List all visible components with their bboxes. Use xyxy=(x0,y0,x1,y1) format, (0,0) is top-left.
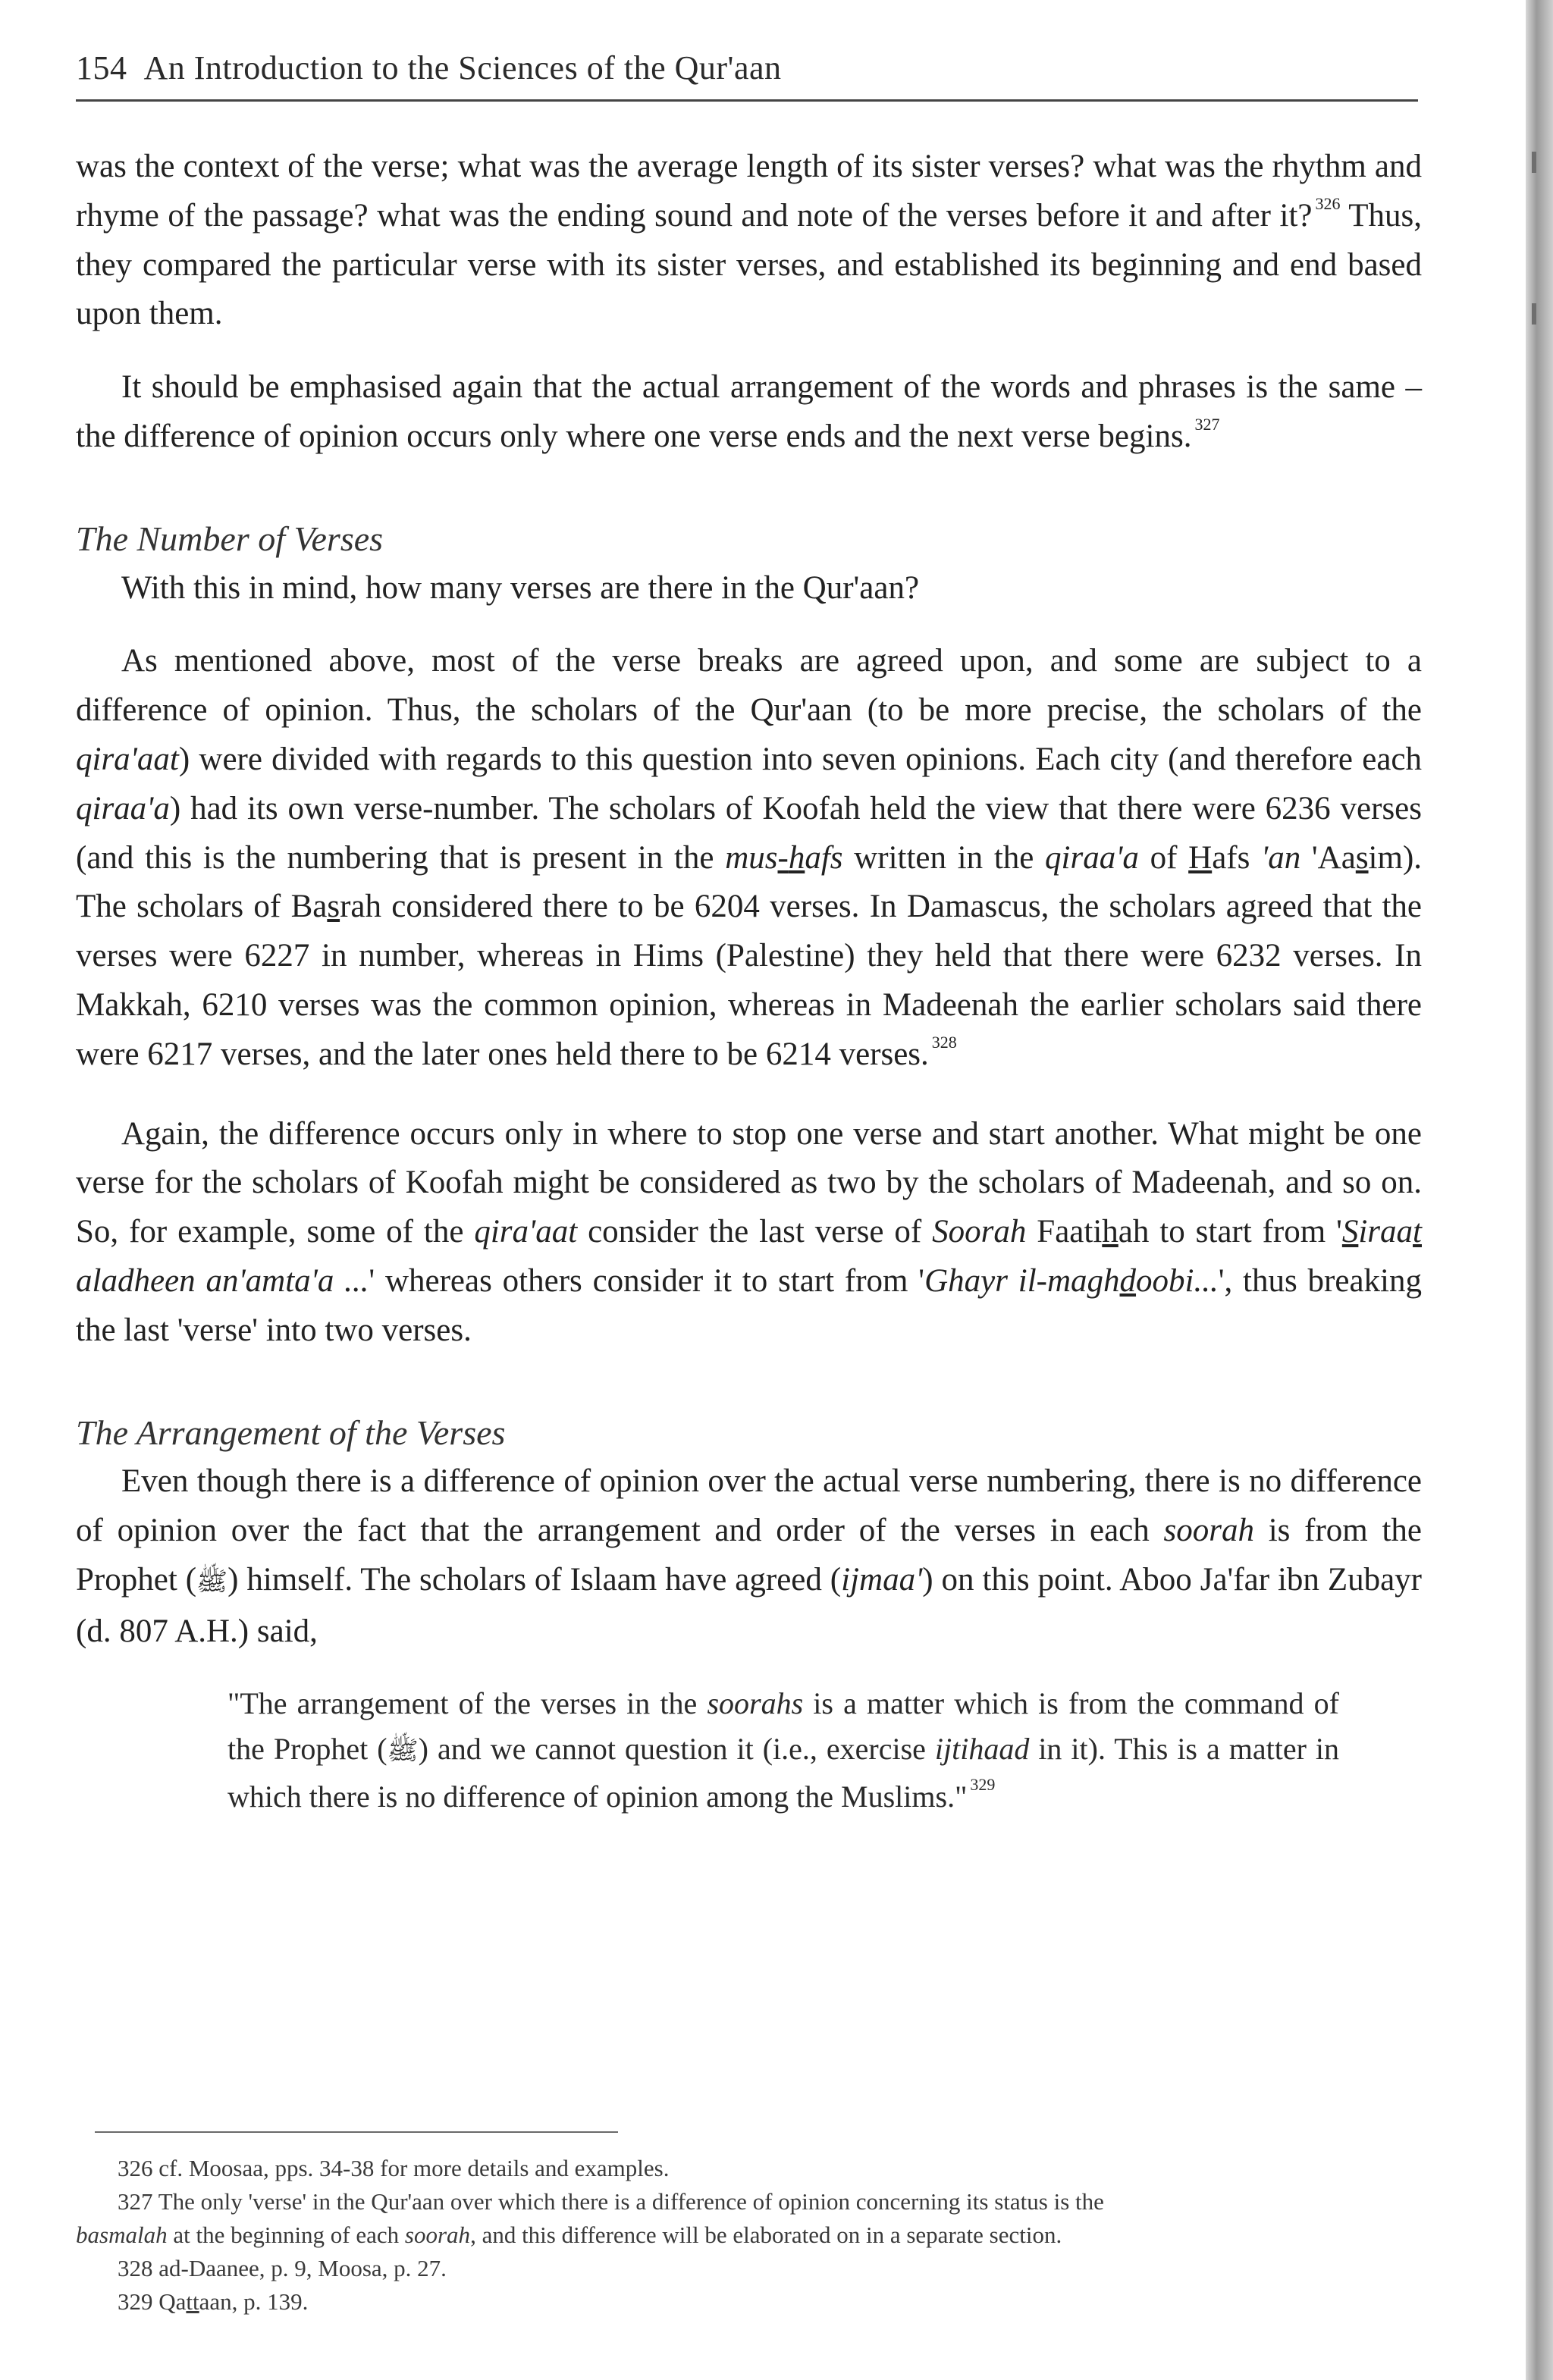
footnote-327 xyxy=(76,2185,1426,2219)
text-run: rah considered there to be 6204 verses. In Damascus, the scholars agreed that the verses were 6227 in number, whereas in Hims (Palestine) they held that there were 6232 verses. In Makkah, 6210 verses was the common opinion, whereas in Madeenah the earlier scholars said there were 6217 verses, and the later ones held there to be 6214 verses. xyxy=(76,889,1423,1072)
page-edge-shadow xyxy=(1526,0,1553,2380)
italic-term: basmalah xyxy=(76,2222,168,2248)
salutation-glyph: ﷺ xyxy=(387,1736,419,1765)
text-run: ', thus breaking the last 'verse' into two verses. xyxy=(76,1262,1422,1348)
footnote-ref: 328 xyxy=(931,1032,957,1052)
footnote-ref: 327 xyxy=(1194,414,1220,434)
text-run: at the beginning of each xyxy=(167,2222,405,2248)
text-run: 329 Qa xyxy=(118,2288,187,2315)
text-run: of xyxy=(1138,839,1189,876)
text-run: "The arrangement of the verses in the xyxy=(227,1685,707,1720)
running-head xyxy=(76,49,782,87)
text-run: As mentioned above, most of the verse breaks are agreed upon, and some are subject to a difference of opinion. Thus, the scholars of the Qur'aan (to be more precise, the scholars of the xyxy=(76,643,1422,729)
underlined-letter: s xyxy=(1355,839,1369,876)
italic-term: ijtihaad xyxy=(934,1731,1030,1766)
text-run: ) had its own verse-number. The scholars of Koofah held the view that there were 6236 verses (and this is the numbering that is present in the xyxy=(76,790,1422,876)
salutation-glyph: ﷺ xyxy=(196,1567,228,1596)
paragraph xyxy=(76,637,1422,1079)
section-heading: The Number of Verses xyxy=(76,519,384,558)
page-edge-mark xyxy=(1532,303,1536,325)
italic-term: Ghayr il-maghdoobi... xyxy=(924,1262,1219,1299)
italic-term: soorah xyxy=(404,2222,471,2248)
footnote-326: 326 cf. Moosaa, pps. 34-38 for more details and examples. xyxy=(118,2155,670,2181)
footnote-329 xyxy=(76,2285,1426,2319)
paragraph xyxy=(76,1457,1422,1656)
italic-term: qiraa'a xyxy=(1045,839,1139,876)
italic-term: ijmaa' xyxy=(841,1561,923,1598)
header-rule xyxy=(76,99,1418,102)
footnote-rule xyxy=(95,2131,618,2133)
italic-term: 'an xyxy=(1261,839,1301,876)
text-run: Even though there is a difference of opinion over the actual verse numbering, there is no difference of opinion over the fact that the arrangement and order of the verses in each xyxy=(76,1463,1422,1549)
text-run: was the context of the verse; what was the average length of its sister verses? what was the rhythm and rhyme of the passage? what was the ending sound and note of the verses before it and after it? xyxy=(76,149,1422,234)
footnote-328: 328 ad-Daanee, p. 9, Moosa, p. 27. xyxy=(118,2255,447,2281)
italic-term: Siraat aladheen an'amta'a ... xyxy=(76,1214,1422,1299)
book-title: An Introduction to the Sciences of the Qur'aan xyxy=(143,49,782,86)
italic-term: soorah xyxy=(1163,1513,1254,1549)
text-run: is a matter which is from the command of the Prophet ( xyxy=(227,1685,1340,1766)
page-edge-mark xyxy=(1532,152,1536,173)
text-run: im). The scholars of Ba xyxy=(76,839,1423,925)
text-run: ) were divided with regards to this question into seven opinions. Each city (and therefore each xyxy=(178,741,1422,777)
underlined-letter: H xyxy=(1188,839,1213,876)
underlined-letter: s xyxy=(327,889,340,925)
text-run: ' whereas others consider it to start from ' xyxy=(369,1262,925,1299)
italic-term: Soorah xyxy=(932,1214,1027,1250)
footnotes xyxy=(76,2152,1426,2319)
italic-term: qiraa'a xyxy=(76,790,170,826)
underlined-letter: tt xyxy=(186,2288,199,2315)
text-run: written in the xyxy=(842,839,1046,876)
italic-term: soorahs xyxy=(707,1685,804,1720)
text-run: Thus, they compared the particular verse with its sister verses, and established its beginning and end based upon them. xyxy=(76,197,1422,332)
underlined-letter: h xyxy=(1102,1214,1118,1250)
text-run: in it). This is a matter in which there is no difference of opinion among the Muslims." xyxy=(227,1731,1339,1814)
text-run: ) himself. The scholars of Islaam have agreed ( xyxy=(227,1561,842,1598)
text-run: , and this difference will be elaborated on in a separate section. xyxy=(470,2222,1062,2248)
footnote-ref: 329 xyxy=(970,1774,996,1794)
footnote-ref: 326 xyxy=(1315,193,1341,213)
paragraph xyxy=(76,363,1422,462)
text-run: 'Aa xyxy=(1300,839,1356,876)
text-run: Again, the difference occurs only in where to stop one verse and start another. What might be one verse for the scholars of Koofah might be considered as two by the scholars of Madeenah, and so on. So, for example, some of the xyxy=(76,1115,1422,1250)
italic-term: qira'aat xyxy=(76,741,179,777)
text-run: ah to start from ' xyxy=(1118,1214,1342,1250)
main-text xyxy=(76,143,1422,1820)
text-run: afs xyxy=(1212,839,1262,876)
footnote-327-continued xyxy=(76,2219,1426,2252)
italic-term: qira'aat xyxy=(474,1214,578,1250)
text-run: is from the Prophet ( xyxy=(76,1513,1422,1598)
text-run: ) on this point. Aboo Ja'far ibn Zubayr (d. 807 A.H.) said, xyxy=(76,1561,1423,1649)
italic-term: mus-hafs xyxy=(725,839,843,876)
text-run: consider the last verse of xyxy=(577,1214,933,1250)
page-number: 154 xyxy=(76,49,127,86)
text-run: ) and we cannot question it (i.e., exercise xyxy=(418,1731,935,1766)
text-run: Faati xyxy=(1026,1214,1103,1250)
paragraph xyxy=(76,143,1422,339)
text-run: It should be emphasised again that the actual arrangement of the words and phrases is the same – the difference of opinion occurs only where one verse ends and the next verse begins. xyxy=(76,369,1422,454)
text-run: aan, p. 139. xyxy=(199,2288,309,2315)
section-heading: The Arrangement of the Verses xyxy=(76,1413,506,1452)
block-quote xyxy=(227,1681,1339,1820)
paragraph: With this in mind, how many verses are there in the Qur'aan? xyxy=(121,569,920,606)
paragraph xyxy=(76,1110,1422,1356)
text-run: 327 The only 'verse' in the Qur'aan over which there is a difference of opinion concerning its status is the xyxy=(118,2188,1104,2215)
